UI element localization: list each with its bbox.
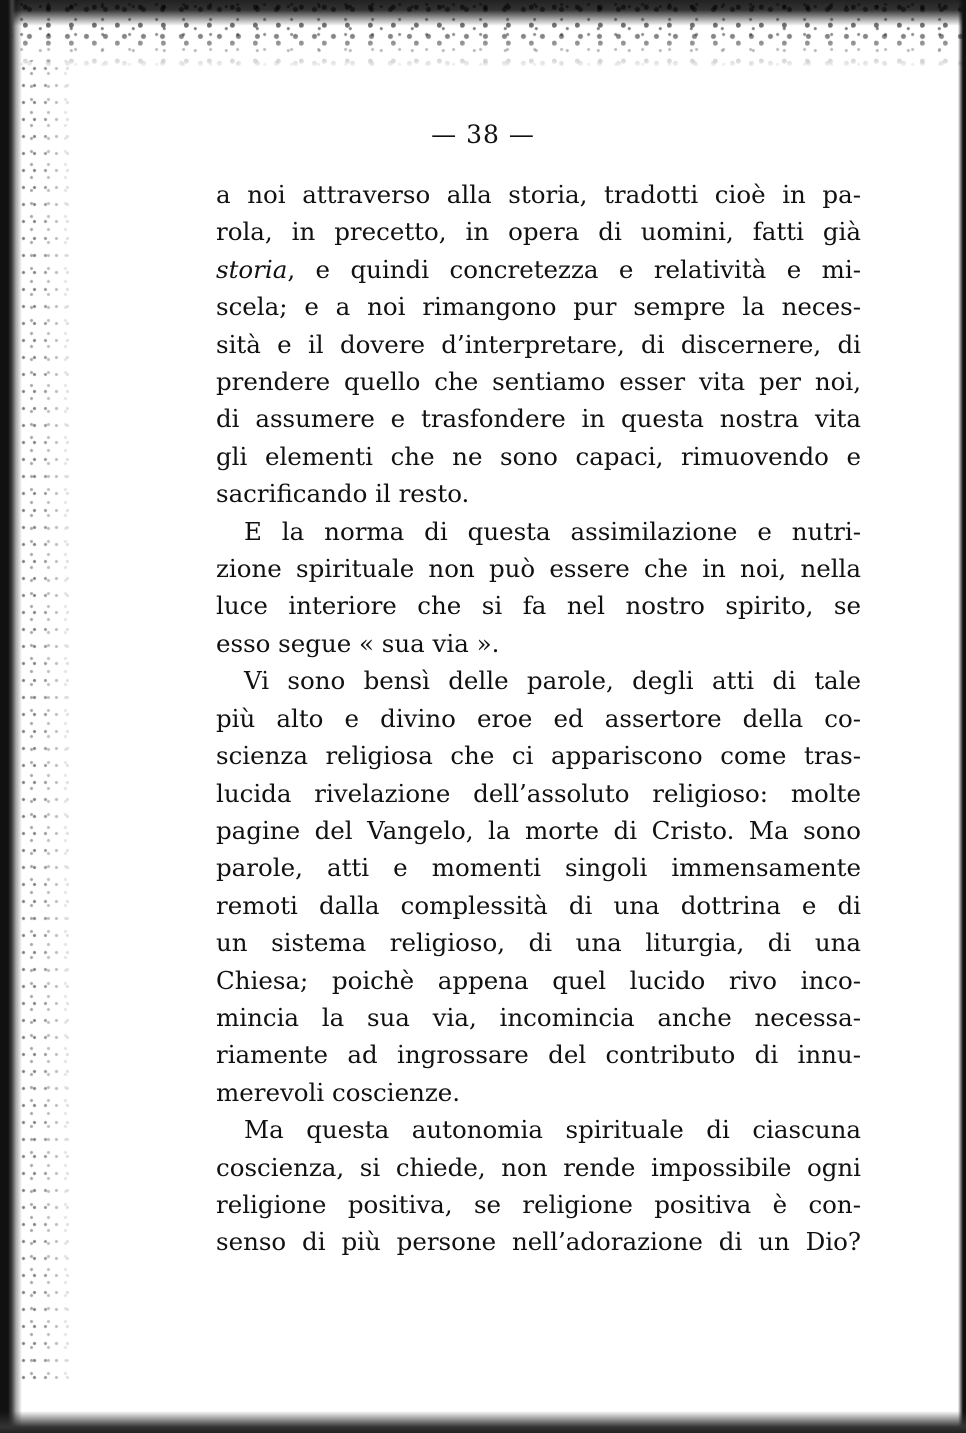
scan-right-edge [958,0,966,1433]
text-line: senso di più persone nell’adorazione di un Dio? [216,1227,861,1257]
text-line: rola, in precetto, in opera di uomini, fatti già [216,217,861,247]
text-line: riamente ad ingrossare del contributo di innu- [216,1040,861,1070]
text-line: zione spirituale non può essere che in noi, nella [216,554,861,584]
text-line: prendere quello che sentiamo esser vita per noi, [216,367,861,397]
paragraph [216,513,861,663]
text-line: E la norma di questa assimilazione e nutri- [244,516,861,546]
text-line: di assumere e trasfondere in questa nostra vita [216,404,861,434]
text-line: esso segue « sua via ». [216,628,500,658]
text-line: mincia la sua via, incomincia anche necessa- [216,1002,861,1032]
scan-bottom-edge [0,1411,966,1433]
text-line: Chiesa; poichè appena quel lucido rivo inco- [216,965,861,995]
text-line: un sistema religioso, di una liturgia, di una [216,928,861,958]
text-line: Ma questa autonomia spirituale di ciascuna [244,1115,861,1145]
body-text [216,176,861,1261]
text-line: merevoli coscienze. [216,1077,461,1107]
text-line: coscienza, si chiede, non rende impossibile ogni [216,1152,861,1182]
italic-word: storia [216,254,288,284]
text-line: a noi attraverso alla storia, tradotti cioè in pa- [216,180,861,209]
text-line: religione positiva, se religione positiva è con- [216,1189,861,1219]
text-line: Vi sono bensì delle parole, degli atti di tale [244,666,861,696]
text-line: parole, atti e momenti singoli immensamente [216,853,861,883]
paragraph [216,176,861,513]
paragraph [216,1111,861,1261]
text-line: gli elementi che ne sono capaci, rimuovendo e [216,441,861,471]
text-line: lucida rivelazione dell’assoluto religioso: molte [216,778,861,808]
text-line: luce interiore che si fa nel nostro spirito, se [216,591,861,621]
text-line: scela; e a noi rimangono pur sempre la neces- [216,292,861,322]
paragraph [216,662,861,1111]
text-line: remoti dalla complessità di una dottrina e di [216,890,861,920]
text-line: sità e il dovere d’interpretare, di discernere, di [216,329,861,359]
scan-left-speckle [18,60,78,1380]
text-line: più alto e divino eroe ed assertore della co- [216,703,861,733]
text-line: sacrificando il resto. [216,479,470,509]
text-line-italic-start [216,251,861,288]
text-fragment: , e quindi concretezza e relatività e mi- [287,254,861,284]
page-number: — 38 — [431,120,535,149]
scan-top-speckle [0,0,966,70]
text-line: pagine del Vangelo, la morte di Cristo. Ma sono [216,815,861,845]
text-line: scienza religiosa che ci appariscono come tras- [216,741,861,771]
